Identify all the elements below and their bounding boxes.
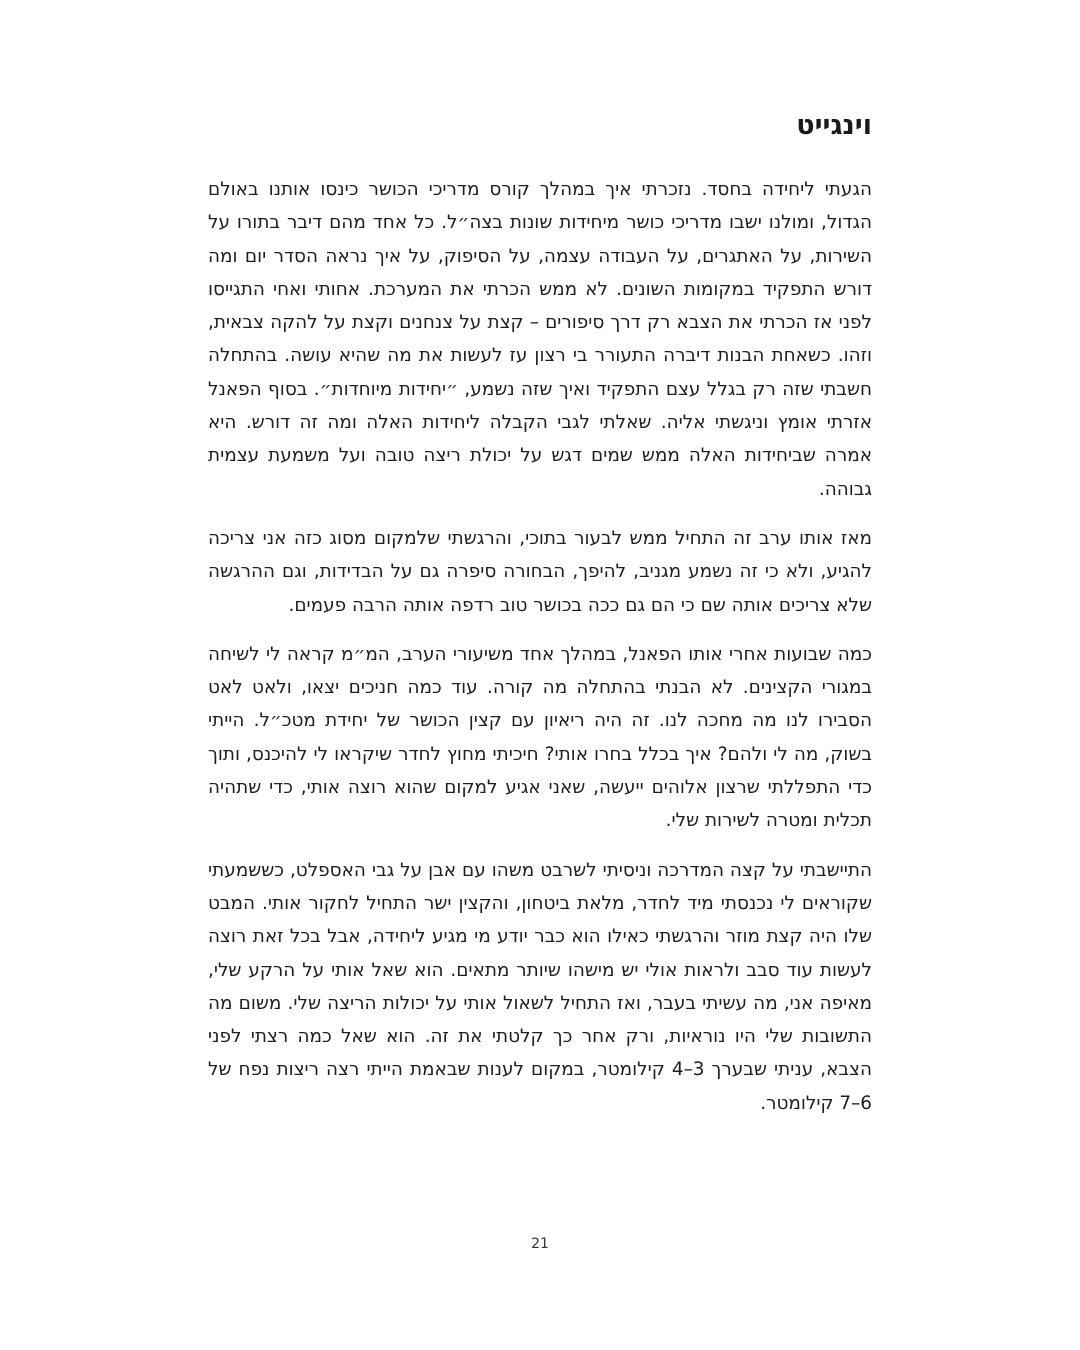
paragraph-1: הגעתי ליחידה בחסד. נזכרתי איך במהלך קורס מדריכי הכושר כינסו אותנו באולם הגדול, ומולנו ישבו מדריכי כושר מיחידות שונות בצה״ל. כל אחד מהם דיבר בתורו על השירות, על האתגרים, על העבודה עצמה, על הסיפוק, על איך נראה הסדר יום ומה דורש התפקיד במקומות השונים. לא ממש הכרתי את המערכת. אחותי ואחי התגייסו לפני אז הכרתי את הצבא רק דרך סיפורים – קצת על צנחנים וקצת על להקה צבאית, וזהו. כשאחת הבנות דיברה התעורר בי רצון עז לעשות את מה שהיא עושה. בהתחלה חשבתי שזה רק בגלל עצם התפקיד ואיך שזה נשמע, ״יחידות מיוחדות״. בסוף הפאנל אזרתי אומץ וניגשתי אליה. שאלתי לגבי הקבלה ליחידות האלה ומה זה דורש. היא אמרה שביחידות האלה ממש שמים דגש על יכולת ריצה טובה ועל משמעת עצמית גבוהה. [208, 179, 872, 500]
paragraph-2: מאז אותו ערב זה התחיל ממש לבעור בתוכי, והרגשתי שלמקום מסוג כזה אני צריכה להגיע, ולא כי זה נשמע מגניב, להיפך, הבחורה סיפרה גם על הבדידות, וגם ההרגשה שלא צריכים אותה שם כי הם גם ככה בכושר טוב רדפה אותה הרבה פעמים. [208, 527, 872, 616]
page-number: 21 [531, 1236, 549, 1252]
body-text [208, 173, 872, 1136]
chapter-title: וינגייט [796, 110, 872, 141]
paragraph-4: התיישבתי על קצה המדרכה וניסיתי לשרבט משהו עם אבן על גבי האספלט, כששמעתי שקוראים לי נכנסתי מיד לחדר, מלאת ביטחון, והקצין ישר התחיל לחקור אותי. המבט שלו היה קצת מוזר והרגשתי כאילו הוא כבר יודע מי מגיע ליחידה, אבל בכל זאת רוצה לעשות עוד סבב ולראות אולי יש מישהו שיותר מתאים. הוא שאל אותי על הרקע שלי, מאיפה אני, מה עשיתי בעבר, ואז התחיל לשאול אותי על יכולות הריצה שלי. משום מה התשובות שלי היו נוראיות, ורק אחר כך קלטתי את זה. הוא שאל כמה רצתי לפני הצבא, עניתי שבערך 3–4 קילומטר, במקום לענות שבאמת הייתי רצה ריצות נפח של 6–7 קילומטר. [208, 859, 872, 1114]
paragraph-3: כמה שבועות אחרי אותו הפאנל, במהלך אחד משיעורי הערב, המ״מ קראה לי לשיחה במגורי הקצינים. לא הבנתי בהתחלה מה קורה. עוד כמה חניכים יצאו, ולאט לאט הסבירו לנו מה מחכה לנו. זה היה ריאיון עם קצין הכושר של יחידת מטכ״ל. הייתי בשוק, מה לי ולהם? איך בכלל בחרו אותי? חיכיתי מחוץ לחדר שיקראו לי להיכנס, ותוך כדי התפללתי שרצון אלוהים ייעשה, שאני אגיע למקום שהוא רוצה אותי, כדי שתהיה תכלית ומטרה לשירות שלי. [208, 643, 872, 832]
